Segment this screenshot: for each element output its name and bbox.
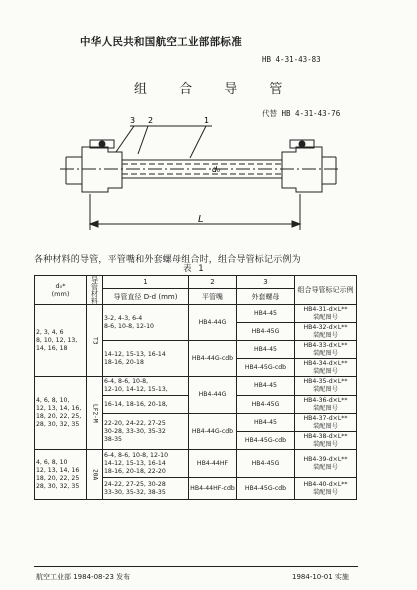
header-size: d₀* (mm) [35, 276, 87, 305]
diameter-cell: 24-22, 27-25, 30-28 33-30, 35-32, 38-35 [103, 478, 189, 500]
marking-suffix: 装配图号 [313, 349, 338, 357]
nut-cell: HB4-45G [237, 323, 295, 341]
standard-code: HB 4-31-43-83 [262, 55, 321, 64]
col-number-3: 3 [237, 276, 295, 289]
marking-cell [295, 432, 357, 450]
marking-code: HB4-35-d×L** [303, 378, 348, 385]
table-row [35, 377, 357, 396]
table-row [35, 450, 357, 478]
nozzle-cell: HB4-44HF [189, 450, 237, 478]
material-label: 20A [87, 450, 103, 500]
nozzle-cell: HB4-44G [189, 305, 237, 341]
size-list: 4, 6, 8, 10, 12, 13, 14, 16, 18, 20, 22, 25, 28, 30, 32, 35 [35, 377, 87, 450]
marking-suffix: 装配图号 [313, 404, 338, 412]
table-number: 表 1 [183, 264, 206, 274]
marking-suffix: 装配图号 [313, 331, 338, 339]
nut-cell: HB4-45 [237, 305, 295, 323]
marking-suffix: 装配图号 [313, 463, 338, 471]
marking-cell [295, 377, 357, 396]
marking-cell [295, 414, 357, 432]
marking-cell [295, 359, 357, 377]
header-marking: 组合导管标记示例 [295, 276, 357, 305]
issue-date: 航空工业部 1984-08-23 发布 [36, 573, 131, 581]
nut-cell: HB4-45G [237, 396, 295, 414]
material-label: LF2-M [87, 377, 103, 450]
effective-date: 1984-10-01 实施 [292, 573, 349, 581]
document-title: 组 合 导 管 [134, 82, 297, 97]
marking-cell [295, 396, 357, 414]
nozzle-cell: HB4-44HF-cdb [189, 478, 237, 500]
combination-table [34, 275, 357, 500]
marking-code: HB4-36-d×L** [303, 396, 348, 404]
marking-cell [295, 341, 357, 359]
marking-suffix: 装配图号 [313, 488, 338, 496]
marking-code: HB4-31-d×L** [303, 305, 348, 313]
table-row [35, 305, 357, 323]
diameter-cell: 3-2, 4-3, 6-4 8-6, 10-8, 12-10 [103, 305, 189, 341]
material-label: T3 [87, 305, 103, 377]
marking-code: HB4-37-d×L** [303, 414, 348, 422]
nut-cell: HB4-45G-cdb [237, 432, 295, 450]
marking-code: HB4-32-d×L** [303, 323, 348, 331]
marking-suffix: 装配图号 [313, 367, 338, 375]
diameter-cell: 6-4, 8-6, 10-8, 12-10 14-12, 15-13, 16-14 18-16, 20-18, 22-20 [103, 450, 189, 478]
table-caption: 各种材料的导管，平管嘴和外套螺母组合时，组合导管标记示例为 [34, 255, 301, 265]
callout-2: 2 [148, 116, 154, 125]
diameter-cell: 16-14, 18-16, 20-18, [103, 396, 189, 414]
callout-1: 1 [204, 116, 210, 125]
diameter-cell: 14-12, 15-13, 16-14 18-16, 20-18 [103, 341, 189, 377]
marking-suffix: 装配图号 [313, 440, 338, 448]
marking-cell [295, 323, 357, 341]
diameter-cell: 22-20, 24-22, 27-25 30-28, 33-30, 35-32 38-35 [103, 414, 189, 450]
marking-cell [295, 478, 357, 500]
header-nut: 外套螺母 [237, 289, 295, 305]
tube-assembly-drawing [30, 112, 370, 247]
nut-cell: HB4-45 [237, 414, 295, 432]
marking-cell [295, 305, 357, 323]
callout-3: 3 [130, 116, 136, 125]
header-nozzle: 平管嘴 [189, 289, 237, 305]
marking-code: HB4-38-d×L** [303, 432, 348, 440]
header-material: 导管材料 [87, 276, 103, 305]
col-number-1: 1 [103, 276, 189, 289]
size-list: 2, 3, 4, 6 8, 10, 12, 13, 14, 16, 18 [35, 305, 87, 377]
replaces-standard: 代替 HB 4-31-43-76 [262, 109, 341, 118]
marking-code: HB4-34-d×L** [303, 359, 348, 367]
diameter-cell: 6-4, 8-6, 10-8, 12-10, 14-12, 15-13, [103, 377, 189, 396]
marking-code: HB4-40-d×L** [303, 480, 348, 488]
footer-divider [34, 566, 358, 567]
nut-cell: HB4-45G-cdb [237, 478, 295, 500]
col-number-2: 2 [189, 276, 237, 289]
marking-code: HB4-33-d×L** [303, 341, 348, 349]
nozzle-cell: HB4-44G-cdb [189, 341, 237, 377]
nut-cell: HB4-45 [237, 341, 295, 359]
marking-suffix: 装配图号 [313, 313, 338, 321]
marking-cell [295, 450, 357, 478]
marking-suffix: 装配图号 [313, 386, 338, 393]
marking-suffix: 装配图号 [313, 422, 338, 430]
nozzle-cell: HB4-44G [189, 377, 237, 414]
nut-cell: HB4-45G [237, 450, 295, 478]
size-list: 4, 6, 8, 10 12, 13, 14, 16 18, 20, 22, 25 28, 30, 32, 35 [35, 450, 87, 500]
label-d0: d₀ [212, 165, 221, 174]
issuing-organization: 中华人民共和国航空工业部部标准 [80, 36, 242, 48]
header-diameter: 导管直径 D-d (mm) [103, 289, 189, 305]
dimension-label-L: L [198, 214, 204, 225]
marking-code: HB4-39-d×L** [303, 455, 348, 463]
nut-cell: HB4-45 [237, 377, 295, 396]
nozzle-cell: HB4-44G-cdb [189, 414, 237, 450]
nut-cell: HB4-45G-cdb [237, 359, 295, 377]
